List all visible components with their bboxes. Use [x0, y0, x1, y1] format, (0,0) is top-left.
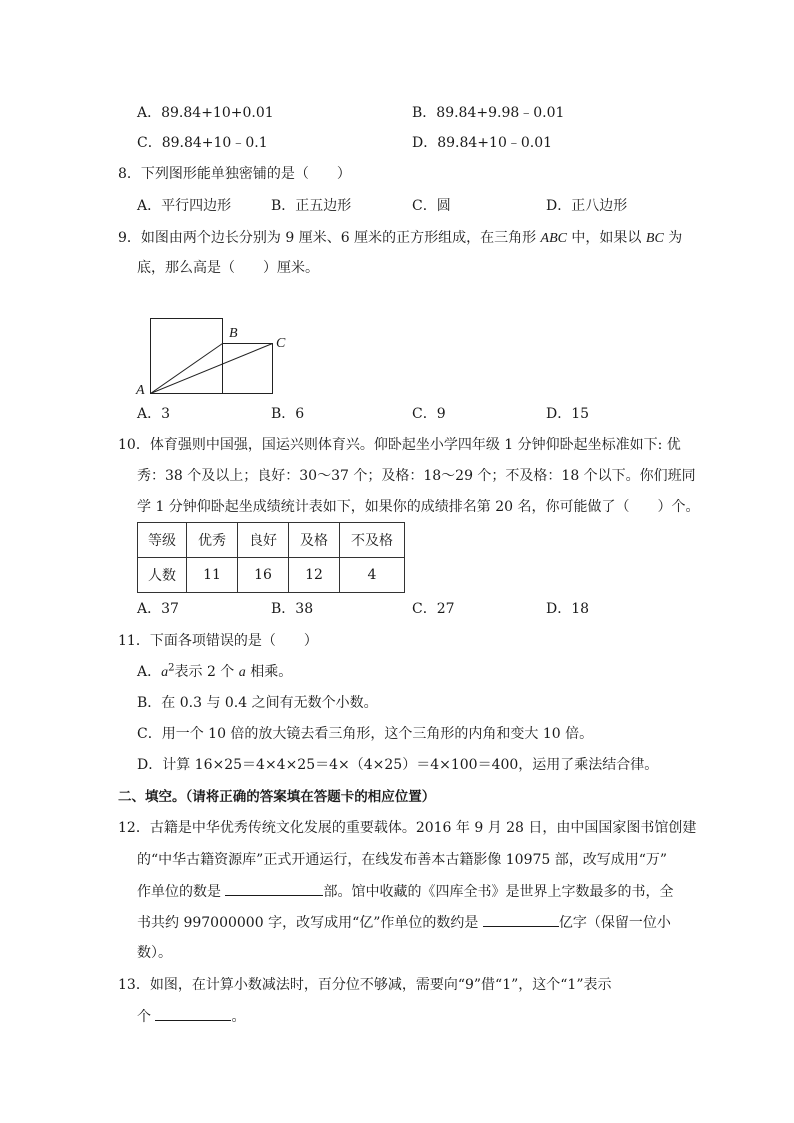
- q9-stem-pre: 9．如图由两个边长分别为 9 厘米、6 厘米的正方形组成，在三角形: [118, 230, 541, 246]
- q13-line2-pre: 个: [137, 1009, 156, 1025]
- section-heading: 二、填空。（请将正确的答案填在答题卡的相应位置）: [118, 789, 436, 805]
- q10-option-a: A．37: [137, 601, 179, 617]
- q9-option-b: B．6: [271, 406, 305, 422]
- q9-option-a: A．3: [137, 406, 171, 422]
- q12-line3-post: 部。馆中收藏的《四库全书》是世界上字数最多的书，全: [323, 884, 674, 900]
- q11-option-b: B．在 0.3 与 0.4 之间有无数个小数。: [137, 695, 378, 711]
- q12-line3-pre: 作单位的数是: [137, 884, 226, 900]
- table-header-cell: 不及格: [340, 523, 405, 558]
- q8-option-d: D．正八边形: [546, 198, 628, 214]
- q12-answer-blank-1[interactable]: [225, 881, 323, 896]
- q10-stem-line1: 10．体育强则中国强，国运兴则体育兴。仰卧起坐小学四年级 1 分钟仰卧起坐标准如下: 优: [118, 437, 681, 453]
- q11-option-c: C．用一个 10 倍的放大镜去看三角形，这个三角形的内角和变大 10 倍。: [137, 726, 594, 742]
- q11-a-var: a: [161, 665, 169, 680]
- q9-big-square: [151, 319, 223, 394]
- table-cell: 11: [187, 558, 238, 593]
- q9-stem-mid: 中，如果以: [566, 230, 646, 246]
- q11-a-var2: a: [238, 665, 246, 680]
- q11-a-post: 相乘。: [245, 664, 293, 680]
- q9-option-c: C．9: [412, 406, 446, 422]
- q12-line4-post: 亿字（保留一位小: [558, 915, 671, 931]
- q11-a-mid: 表示 2 个: [174, 664, 239, 680]
- table-cell: 人数: [138, 558, 187, 593]
- table-row: [138, 523, 405, 558]
- table-cell: 4: [340, 558, 405, 593]
- q12-line4-pre: 书共约 997000000 字，改写成用“亿”作单位的数约是: [137, 915, 483, 931]
- q13-line2: [137, 1006, 245, 1027]
- q8-stem: 8．下列图形能单独密铺的是（ ）: [118, 166, 351, 182]
- q11-option-a: [137, 662, 292, 683]
- q11-option-d: D．计算 16×25＝4×4×25＝4×（4×25）＝4×100＝400，运用了乘法结合律。: [137, 757, 659, 773]
- q13-answer-blank[interactable]: [155, 1006, 231, 1021]
- q9-label-a: A: [136, 383, 145, 398]
- q7-option-b: B．89.84+9.98﹣0.01: [412, 105, 565, 121]
- table-cell: 16: [238, 558, 289, 593]
- q10-stem-line3: 学 1 分钟仰卧起坐成绩统计表如下，如果你的成绩排名第 20 名，你可能做了（ ）个。: [137, 499, 700, 515]
- q9-stem-bc: BC: [645, 231, 664, 246]
- q12-line1: 12．古籍是中华优秀传统文化发展的重要载体。2016 年 9 月 28 日，由中国国家图书馆创建: [118, 820, 697, 836]
- q13-line1: 13．如图，在计算小数减法时，百分位不够减，需要向“9”借“1”，这个“1”表示: [118, 977, 612, 993]
- q8-option-b: B．正五边形: [271, 198, 352, 214]
- q10-option-b: B．38: [271, 601, 314, 617]
- q11-stem: 11．下面各项错误的是（ ）: [118, 633, 318, 649]
- q12-line5: 数）。: [137, 945, 172, 961]
- q7-option-a: A．89.84+10+0.01: [137, 105, 274, 121]
- table-cell: 12: [289, 558, 340, 593]
- q9-option-d: D．15: [546, 406, 590, 422]
- q10-option-d: D．18: [546, 601, 590, 617]
- table-header-cell: 及格: [289, 523, 340, 558]
- q9-stem-post: 为: [663, 230, 683, 246]
- q12-answer-blank-2[interactable]: [483, 912, 559, 927]
- q10-option-c: C．27: [412, 601, 455, 617]
- q11-a-prefix: A．: [137, 664, 162, 680]
- q9-stem-line1: [118, 228, 682, 249]
- q9-small-square: [223, 344, 273, 394]
- q9-label-b: B: [229, 326, 238, 341]
- q8-option-c: C．圆: [412, 198, 451, 214]
- q11-a-exponent: 2: [168, 662, 175, 674]
- table-header-cell: 良好: [238, 523, 289, 558]
- q9-stem-line2: 底，那么高是（ ）厘米。: [137, 260, 319, 276]
- q9-figure: [132, 310, 302, 400]
- q7-option-c: C．89.84+10﹣0.1: [137, 135, 268, 151]
- q7-option-d: D．89.84+10﹣0.01: [412, 135, 553, 151]
- q12-line3: [137, 881, 673, 902]
- q10-stem-line2: 秀：38 个及以上；良好：30～37 个；及格：18～29 个；不及格：18 个以下。你们班同: [137, 468, 696, 484]
- q8-option-a: A．平行四边形: [137, 198, 232, 214]
- q13-line2-post: 。: [231, 1009, 246, 1025]
- table-row: [138, 558, 405, 593]
- q12-line4: [137, 912, 671, 933]
- q9-label-c: C: [276, 336, 286, 351]
- table-header-cell: 等级: [138, 523, 187, 558]
- table-header-cell: 优秀: [187, 523, 238, 558]
- q12-line2: 的“中华古籍资源库”正式开通运行，在线发布善本古籍影像 10975 部，改写成用“万”: [137, 852, 668, 868]
- q9-stem-abc: ABC: [540, 231, 567, 246]
- q10-score-table: [137, 522, 405, 593]
